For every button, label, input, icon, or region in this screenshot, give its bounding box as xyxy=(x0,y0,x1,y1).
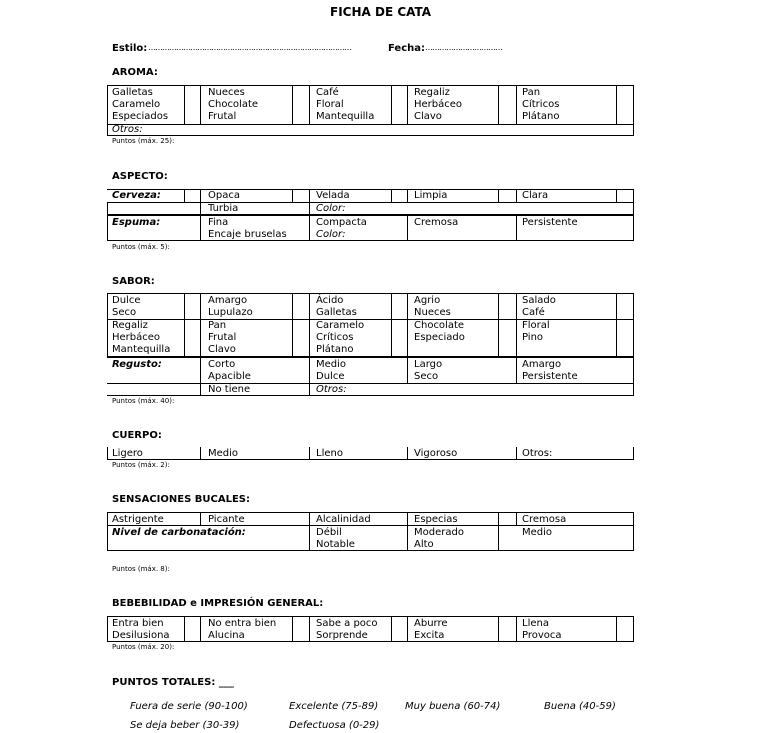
sabor-column xyxy=(208,320,236,356)
carbonatacion-label: Nivel de carbonatación: xyxy=(112,527,246,538)
sabor-option[interactable]: Lupulazo xyxy=(208,307,253,318)
bebebilidad-option[interactable]: Entra bien xyxy=(112,618,164,629)
cuerpo-title: CUERPO: xyxy=(112,430,162,441)
carbonatacion-column xyxy=(522,527,552,539)
carbonatacion-option[interactable]: Moderado xyxy=(414,527,464,538)
aroma-option[interactable]: Clavo xyxy=(414,111,442,122)
espuma-label: Espuma: xyxy=(112,217,161,228)
sabor-option[interactable]: Caramelo xyxy=(316,320,365,331)
score-range: Fuera de serie (90-100) xyxy=(130,701,248,712)
aroma-option[interactable]: Pan xyxy=(522,87,541,98)
aroma-option[interactable]: Herbáceo xyxy=(414,99,463,110)
sabor-option[interactable]: Amargo xyxy=(208,295,248,306)
regusto-column xyxy=(522,359,578,383)
espuma-option[interactable]: Compacta xyxy=(316,217,367,228)
aroma-title: AROMA: xyxy=(112,67,158,78)
aroma-column xyxy=(414,87,462,123)
carbonatacion-option[interactable]: Medio xyxy=(522,527,553,538)
sabor-title: SABOR: xyxy=(112,276,155,287)
regusto-option[interactable]: Persistente xyxy=(522,371,578,382)
regusto-option[interactable]: Dulce xyxy=(316,371,345,382)
puntos-totales[interactable]: PUNTOS TOTALES: ___ xyxy=(112,677,234,688)
bebebilidad-title: BEBEBILIDAD e IMPRESIÓN GENERAL: xyxy=(112,598,324,609)
sabor-column xyxy=(316,320,364,356)
sabor-option[interactable]: Mantequilla xyxy=(112,344,171,355)
sabor-option[interactable]: Especiado xyxy=(414,332,465,343)
regusto-column xyxy=(208,359,251,383)
cuerpo-option[interactable]: Vigoroso xyxy=(414,448,458,459)
sabor-option[interactable]: Pan xyxy=(208,320,227,331)
aroma-option[interactable]: Frutal xyxy=(208,111,237,122)
cuerpo-option[interactable]: Ligero xyxy=(112,448,143,459)
bebebilidad-column xyxy=(208,618,276,642)
aroma-option[interactable]: Caramelo xyxy=(112,99,161,110)
cerveza-option[interactable]: Opaca xyxy=(208,190,240,201)
espuma-color[interactable]: Color: xyxy=(316,229,346,240)
regusto-column xyxy=(316,359,346,383)
cuerpo-puntos: Puntos (máx. 2): xyxy=(112,461,170,469)
sabor-option[interactable]: Floral xyxy=(522,320,550,331)
cuerpo-otros[interactable]: Otros: xyxy=(522,448,553,459)
sabor-option[interactable]: Agrio xyxy=(414,295,441,306)
cerveza-option[interactable]: Velada xyxy=(316,190,350,201)
sabor-option[interactable]: Herbáceo xyxy=(112,332,161,343)
score-range: Buena (40-59) xyxy=(544,701,616,712)
aroma-puntos: Puntos (máx. 25): xyxy=(112,137,175,145)
sensaciones-title: SENSACIONES BUCALES: xyxy=(112,494,251,505)
regusto-label: Regusto: xyxy=(112,359,162,370)
sabor-column xyxy=(522,295,556,319)
sabor-option[interactable]: Salado xyxy=(522,295,556,306)
aroma-option[interactable]: Chocolate xyxy=(208,99,259,110)
fecha-field[interactable]: …………………………… xyxy=(425,43,502,52)
cerveza-label: Cerveza: xyxy=(112,190,161,201)
cuerpo-option[interactable]: Medio xyxy=(208,448,239,459)
sabor-option[interactable]: Pino xyxy=(522,332,544,343)
aroma-column xyxy=(316,87,374,123)
aroma-option[interactable]: Mantequilla xyxy=(316,111,375,122)
sensaciones-puntos: Puntos (máx. 8): xyxy=(112,565,170,573)
espuma-option[interactable]: Encaje bruselas xyxy=(208,229,287,240)
sabor-column xyxy=(112,320,170,356)
sabor-option[interactable]: Café xyxy=(522,307,545,318)
bebebilidad-column xyxy=(316,618,378,642)
carbonatacion-option[interactable]: Débil xyxy=(316,527,342,538)
aroma-option[interactable]: Cítricos xyxy=(522,99,560,110)
aroma-column xyxy=(112,87,168,123)
page-title: FICHA DE CATA xyxy=(330,5,432,19)
cerveza-option[interactable]: Turbia xyxy=(208,203,239,214)
regusto-otros[interactable]: Otros: xyxy=(316,384,347,395)
bebebilidad-column xyxy=(112,618,170,642)
score-range: Se deja beber (30-39) xyxy=(130,720,240,731)
sabor-option[interactable]: Seco xyxy=(112,307,137,318)
estilo-field[interactable]: …………………………………………………………………………… xyxy=(148,43,351,52)
espuma-option[interactable]: Fina xyxy=(208,217,229,228)
sabor-option[interactable]: Chocolate xyxy=(414,320,465,331)
fecha-label: Fecha: xyxy=(388,43,426,54)
sabor-puntos: Puntos (máx. 40): xyxy=(112,397,175,405)
sabor-column xyxy=(316,295,357,319)
regusto-option[interactable]: Medio xyxy=(316,359,347,370)
regusto-option[interactable]: Amargo xyxy=(522,359,562,370)
aroma-option[interactable]: Nueces xyxy=(208,87,245,98)
estilo-label: Estilo: xyxy=(112,43,148,54)
sabor-column xyxy=(414,295,451,319)
sabor-option[interactable]: Ácido xyxy=(316,295,344,306)
sabor-column xyxy=(522,320,550,344)
aroma-option[interactable]: Plátano xyxy=(522,111,560,122)
bebebilidad-column xyxy=(414,618,448,642)
cerveza-option[interactable]: Clara xyxy=(522,190,549,201)
aroma-option[interactable]: Especiados xyxy=(112,111,169,122)
sensacion-option[interactable]: Especias xyxy=(414,514,458,525)
bebebilidad-option[interactable]: Provoca xyxy=(522,630,562,641)
carbonatacion-option[interactable]: Alto xyxy=(414,539,434,550)
sensacion-option[interactable]: Alcalinidad xyxy=(316,514,371,525)
regusto-column xyxy=(414,359,442,383)
aroma-option[interactable]: Regaliz xyxy=(414,87,450,98)
sabor-column xyxy=(112,295,140,319)
score-range: Muy buena (60-74) xyxy=(405,701,501,712)
sabor-column xyxy=(414,320,465,344)
score-range: Defectuosa (0-29) xyxy=(289,720,380,731)
bebebilidad-option[interactable]: Sorprende xyxy=(316,630,368,641)
espuma-option[interactable]: Persistente xyxy=(522,217,578,228)
sabor-option[interactable]: Galletas xyxy=(316,307,357,318)
regusto-option[interactable]: Largo xyxy=(414,359,443,370)
sabor-option[interactable]: Dulce xyxy=(112,295,141,306)
aspecto-puntos: Puntos (máx. 5): xyxy=(112,243,170,251)
bebebilidad-option[interactable]: Sabe a poco xyxy=(316,618,378,629)
aroma-option[interactable]: Café xyxy=(316,87,339,98)
regusto-option[interactable]: Apacible xyxy=(208,371,251,382)
cuerpo-option[interactable]: Lleno xyxy=(316,448,343,459)
sabor-option[interactable]: Críticos xyxy=(316,332,354,343)
sabor-option[interactable]: Plátano xyxy=(316,344,354,355)
espuma-option[interactable]: Cremosa xyxy=(414,217,459,228)
bebebilidad-option[interactable]: Llena xyxy=(522,618,549,629)
aroma-option[interactable]: Galletas xyxy=(112,87,153,98)
bebebilidad-puntos: Puntos (máx. 20): xyxy=(112,643,175,651)
bebebilidad-column xyxy=(522,618,562,642)
sabor-option[interactable]: Regaliz xyxy=(112,320,148,331)
bebebilidad-option[interactable]: Desilusiona xyxy=(112,630,170,641)
sabor-option[interactable]: Frutal xyxy=(208,332,237,343)
cerveza-color[interactable]: Color: xyxy=(316,203,346,214)
bebebilidad-option[interactable]: Excita xyxy=(414,630,445,641)
sabor-option[interactable]: Clavo xyxy=(208,344,236,355)
aroma-option[interactable]: Floral xyxy=(316,99,344,110)
aroma-otros[interactable]: Otros: xyxy=(112,124,143,135)
bebebilidad-option[interactable]: Alucina xyxy=(208,630,245,641)
carbonatacion-option[interactable]: Notable xyxy=(316,539,355,550)
aroma-column xyxy=(522,87,559,123)
aspecto-title: ASPECTO: xyxy=(112,171,168,182)
bebebilidad-option[interactable]: No entra bien xyxy=(208,618,277,629)
sabor-option[interactable]: Nueces xyxy=(414,307,451,318)
aroma-column xyxy=(208,87,258,123)
sensacion-option[interactable]: Picante xyxy=(208,514,245,525)
regusto-option[interactable]: Seco xyxy=(414,371,439,382)
regusto-option[interactable]: No tiene xyxy=(208,384,251,395)
score-range: Excelente (75-89) xyxy=(289,701,379,712)
regusto-option[interactable]: Corto xyxy=(208,359,236,370)
carbonatacion-column xyxy=(414,527,464,551)
sensacion-option[interactable]: Cremosa xyxy=(522,514,567,525)
carbonatacion-column xyxy=(316,527,355,551)
bebebilidad-option[interactable]: Aburre xyxy=(414,618,448,629)
sensacion-option[interactable]: Astrigente xyxy=(112,514,164,525)
sabor-column xyxy=(208,295,253,319)
cerveza-option[interactable]: Limpia xyxy=(414,190,448,201)
